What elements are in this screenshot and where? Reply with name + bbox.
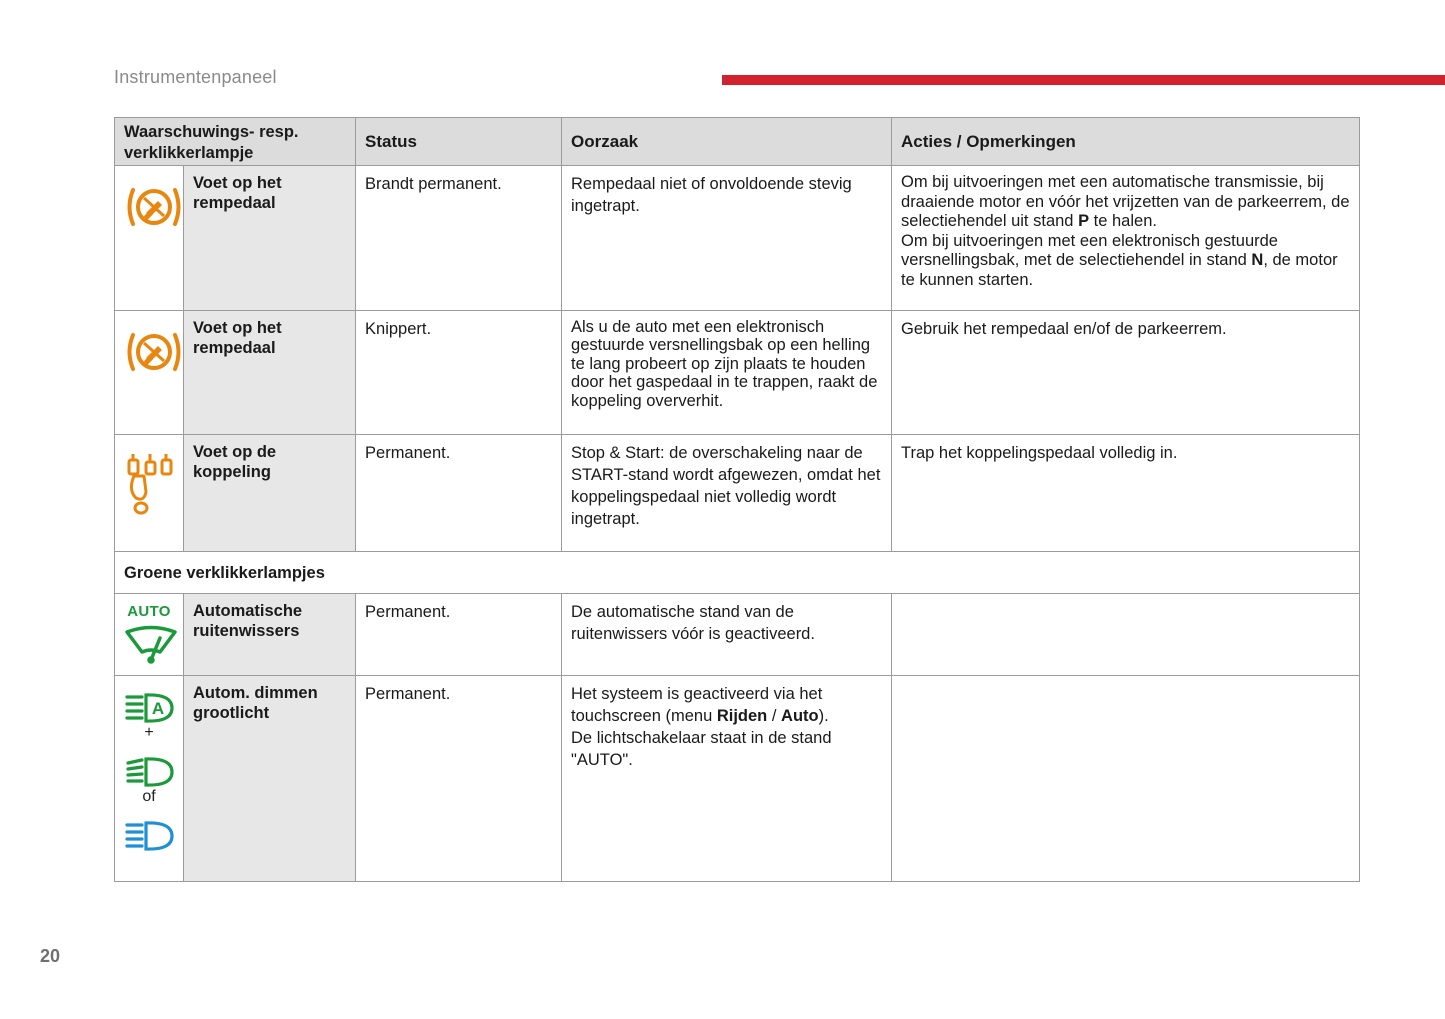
svg-text:A: A: [151, 699, 165, 718]
auto-high-beam-icon: [124, 692, 174, 724]
auto-wiper-icon: [124, 624, 174, 664]
table-row: [115, 311, 1360, 435]
lamp-actions: [892, 676, 1360, 882]
lamp-icon-cell: [115, 435, 184, 552]
lamp-name: Automatische ruitenwissers: [184, 594, 356, 676]
group-title: Groene verklikkerlampjes: [115, 552, 1360, 594]
header-status: Status: [356, 118, 562, 166]
gear-position-p: P: [1078, 212, 1090, 230]
lamp-actions: [892, 166, 1360, 311]
actions-text: , de motor te kunnen starten.: [901, 251, 1338, 289]
actions-text: Om bij uitvoeringen met een automatische transmissie, bij draaiende motor en vóór het vrijzetten van de parkeerrem, de selectiehendel uit stand: [901, 173, 1350, 230]
foot-on-brake-icon: [124, 182, 174, 232]
actions-text: te halen.: [1089, 212, 1157, 230]
lamp-actions: [892, 594, 1360, 676]
foot-on-clutch-icon: [124, 450, 174, 516]
lamp-name: Voet op de koppeling: [184, 435, 356, 552]
lamp-status: Permanent.: [356, 594, 562, 676]
lamp-cause: Rempedaal niet of onvoldoende stevig ingetrapt.: [562, 166, 892, 311]
cause-text: Het systeem is geactiveerd via het touchscreen (menu: [571, 685, 823, 725]
high-beam-icon: [124, 756, 174, 788]
lamp-cause: Stop & Start: de overschakeling naar de START-stand wordt afgewezen, omdat het koppelingspedaal niet volledig wordt ingetrapt.: [562, 435, 892, 552]
actions-text: Om bij uitvoeringen met een elektronisch gestuurde versnellingsbak, met de selectiehendel in stand: [901, 231, 1278, 269]
warning-lamps-table: [114, 117, 1360, 882]
lamp-icon-cell: [115, 166, 184, 311]
section-accent-bar: [722, 75, 1445, 85]
lamp-actions: Gebruik het rempedaal en/of de parkeerrem.: [892, 311, 1360, 435]
lamp-icon-cell: [115, 594, 184, 676]
table-header-row: [115, 118, 1360, 166]
header-actions: Acties / Opmerkingen: [892, 118, 1360, 166]
lamp-cause: Als u de auto met een elektronisch gestuurde versnellingsbak op een helling te lang probeert op zijn plaats te houden door het gaspedaal in te trappen, raakt de koppeling oververhit.: [562, 311, 892, 435]
cause-text: De lichtschakelaar staat in de stand "AUTO".: [571, 729, 832, 769]
table-row: [115, 594, 1360, 676]
lamp-name: Autom. dimmen grootlicht: [184, 676, 356, 882]
table-row: [115, 166, 1360, 311]
group-title-row: [115, 552, 1360, 594]
menu-auto: Auto: [781, 707, 819, 725]
cause-text: /: [767, 707, 782, 725]
lamp-name: Voet op het rempedaal: [184, 166, 356, 311]
or-label: of: [142, 788, 156, 805]
section-title: Instrumentenpaneel: [114, 67, 277, 87]
lamp-cause: [562, 676, 892, 882]
table-row: [115, 435, 1360, 552]
plus-label: +: [144, 724, 154, 741]
menu-rijden: Rijden: [716, 707, 768, 725]
lamp-status: Brandt permanent.: [356, 166, 562, 311]
cause-text: ).: [818, 707, 829, 725]
header-cause: Oorzaak: [562, 118, 892, 166]
auto-label: AUTO: [127, 603, 171, 620]
gear-position-n: N: [1251, 251, 1264, 269]
foot-on-brake-icon: [124, 327, 174, 377]
lamp-name: Voet op het rempedaal: [184, 311, 356, 435]
lamp-icon-cell: [115, 311, 184, 435]
page-number: 20: [40, 946, 61, 966]
header-lamp: Waarschuwings- resp. verklikkerlampje: [115, 118, 356, 166]
lamp-status: Permanent.: [356, 435, 562, 552]
lamp-cause: De automatische stand van de ruitenwissers vóór is geactiveerd.: [562, 594, 892, 676]
lamp-status: Permanent.: [356, 676, 562, 882]
table-row: [115, 676, 1360, 882]
lamp-status: Knippert.: [356, 311, 562, 435]
lamp-icon-cell: [115, 676, 184, 882]
high-beam-blue-icon: [124, 820, 174, 852]
lamp-actions: Trap het koppelingspedaal volledig in.: [892, 435, 1360, 552]
